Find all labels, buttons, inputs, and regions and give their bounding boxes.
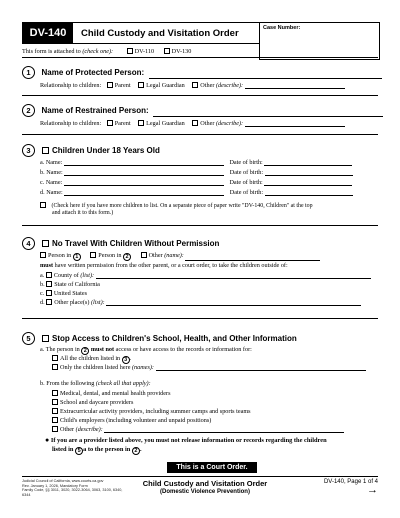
travel-person-row: Person in 1 Person in 2 Other (name): <box>40 252 320 261</box>
other-info-field[interactable] <box>104 427 344 433</box>
footer-subtitle: (Domestic Violence Prevention) <box>160 489 250 495</box>
section-number: 2 <box>22 104 35 117</box>
section-title: Stop Access to Children's School, Health, and Other Information <box>52 334 297 343</box>
section-number: 1 <box>22 66 35 79</box>
divider <box>22 95 378 96</box>
section-3-header <box>22 144 160 157</box>
restrained-name-field[interactable] <box>153 111 383 117</box>
section-title: Children Under 18 Years Old <box>52 146 160 155</box>
other-place-checkbox[interactable] <box>46 299 52 305</box>
section-5-checkbox[interactable] <box>42 335 49 342</box>
footer-left: Judicial Council of California, www.courts.ca.gov Rev. January 1, 2026, Mandatory Form Family Code, §§ 3011, 3020, 3022-3064, 3063, 3100, 6340, 6344 <box>22 479 123 497</box>
child-row: c. Name: Date of birth: <box>40 179 352 186</box>
child-row: a. Name: Date of birth: <box>40 159 352 166</box>
extracurricular-checkbox[interactable] <box>52 408 58 414</box>
next-page-arrow-icon[interactable]: → <box>367 484 378 496</box>
footer-page <box>324 479 378 495</box>
access-a-row: a. The person in 2 must not access or have access to the records or information for: <box>40 346 252 354</box>
access-b-option: Other (describe): <box>52 426 344 433</box>
child-name-field[interactable] <box>64 160 224 166</box>
child-name-field[interactable] <box>64 190 224 196</box>
section-5-header <box>22 332 297 345</box>
place-row: c. United States <box>40 290 88 297</box>
only-children-checkbox[interactable] <box>52 364 58 370</box>
relationship-other-field[interactable] <box>245 83 345 89</box>
medical-checkbox[interactable] <box>52 390 58 396</box>
section-title: Name of Protected Person: <box>41 68 145 77</box>
more-children-checkbox[interactable] <box>40 202 46 208</box>
footer-title: Child Custody and Visitation Order <box>142 479 268 488</box>
ref-circle: 5 <box>75 447 83 455</box>
child-dob-field[interactable] <box>264 180 352 186</box>
ref-circle: 2 <box>123 253 131 261</box>
other-checkbox[interactable] <box>192 120 198 126</box>
california-checkbox[interactable] <box>46 281 52 287</box>
other-checkbox[interactable] <box>192 82 198 88</box>
county-checkbox[interactable] <box>46 272 52 278</box>
child-row: d. Name: Date of birth: <box>40 189 353 196</box>
protected-name-field[interactable] <box>149 73 382 79</box>
access-b-option: Extracurricular activity providers, including summer camps and sports teams <box>52 408 251 415</box>
person2-checkbox[interactable] <box>90 252 96 258</box>
child-dob-field[interactable] <box>265 170 353 176</box>
relationship-other-field[interactable] <box>245 121 345 127</box>
divider <box>22 134 378 135</box>
ref-circle: 2 <box>132 447 140 455</box>
employers-checkbox[interactable] <box>52 417 58 423</box>
legal-guardian-checkbox[interactable] <box>138 82 144 88</box>
section-title: No Travel With Children Without Permission <box>52 239 220 248</box>
footer-center <box>120 479 290 495</box>
section-4-checkbox[interactable] <box>42 240 49 247</box>
case-number-label: Case Number: <box>263 25 301 31</box>
footer-divider <box>22 476 378 477</box>
other-place-field[interactable] <box>106 300 361 306</box>
court-order-banner: This is a Court Order. <box>167 462 257 473</box>
provider-warning: ● If you are a provider listed above, you must not release information or records regarding the children <box>45 437 327 444</box>
section-2-relationship: Relationship to children: Parent Legal Guardian Other (describe): <box>40 120 345 127</box>
must-permission-row: must have written permission from the other parent, or a court order, to take the children outside of: <box>40 262 288 269</box>
other-person-checkbox[interactable] <box>141 252 147 258</box>
access-a-option: All the children listed in 3 . <box>52 355 131 364</box>
form-id-box <box>23 23 73 43</box>
section-number: 5 <box>22 332 35 345</box>
dv110-checkbox[interactable] <box>127 48 133 54</box>
united-states-checkbox[interactable] <box>46 290 52 296</box>
divider <box>22 57 378 58</box>
section-1-relationship: Relationship to children: Parent Legal Guardian Other (describe): <box>40 82 345 89</box>
parent-checkbox[interactable] <box>107 82 113 88</box>
ref-circle: 1 <box>73 253 81 261</box>
form-id: DV-140 <box>29 27 67 39</box>
page-label: DV-140, Page 1 of 4 <box>323 479 378 485</box>
divider <box>22 225 378 226</box>
child-dob-field[interactable] <box>265 190 353 196</box>
section-number: 4 <box>22 237 35 250</box>
place-row: d. Other place(s) (list): <box>40 299 361 306</box>
child-dob-field[interactable] <box>264 160 352 166</box>
section-1-header <box>22 66 382 79</box>
other-person-field[interactable] <box>185 255 320 261</box>
ref-circle: 3 <box>122 356 130 364</box>
parent-checkbox[interactable] <box>107 120 113 126</box>
section-2-header <box>22 104 383 117</box>
dv130-checkbox[interactable] <box>164 48 170 54</box>
child-row: b. Name: Date of birth: <box>40 169 353 176</box>
place-row: b. State of California <box>40 281 100 288</box>
more-children-row-2: and attach it to this form.) <box>52 210 114 216</box>
provider-warning-2: listed in 5 a to the person in 2 . <box>52 446 142 454</box>
more-children-row: (Check here if you have more children to list. On a separate piece of paper write "DV-140, Children" at the top <box>40 202 313 209</box>
access-b-option: Child's employers (including volunteer and unpaid positions) <box>52 417 211 424</box>
access-b-option: Medical, dental, and mental health providers <box>52 390 170 397</box>
other-info-checkbox[interactable] <box>52 426 58 432</box>
only-children-field[interactable] <box>156 365 366 371</box>
person1-checkbox[interactable] <box>40 252 46 258</box>
section-number: 3 <box>22 144 35 157</box>
form-header <box>22 22 378 44</box>
access-b-row: b. From the following (check all that apply): <box>40 380 151 387</box>
all-children-checkbox[interactable] <box>52 355 58 361</box>
county-field[interactable] <box>96 273 371 279</box>
section-title: Name of Restrained Person: <box>41 106 149 115</box>
legal-guardian-checkbox[interactable] <box>138 120 144 126</box>
child-name-field[interactable] <box>64 170 224 176</box>
form-title: Child Custody and Visitation Order <box>81 28 239 39</box>
divider <box>22 318 378 319</box>
access-b-option: School and daycare providers <box>52 399 133 406</box>
place-row: a. County of (list): <box>40 272 371 279</box>
ref-circle: 2 <box>81 347 89 355</box>
warning-icon: ● <box>45 437 50 444</box>
access-a-option: Only the children listed here (names): <box>52 364 366 371</box>
child-name-field[interactable] <box>64 180 224 186</box>
case-number-box[interactable] <box>259 22 380 60</box>
attached-to-row: This form is attached to (check one): DV-110 DV-130 <box>22 48 192 55</box>
section-4-header <box>22 237 219 250</box>
section-3-checkbox[interactable] <box>42 147 49 154</box>
school-checkbox[interactable] <box>52 399 58 405</box>
